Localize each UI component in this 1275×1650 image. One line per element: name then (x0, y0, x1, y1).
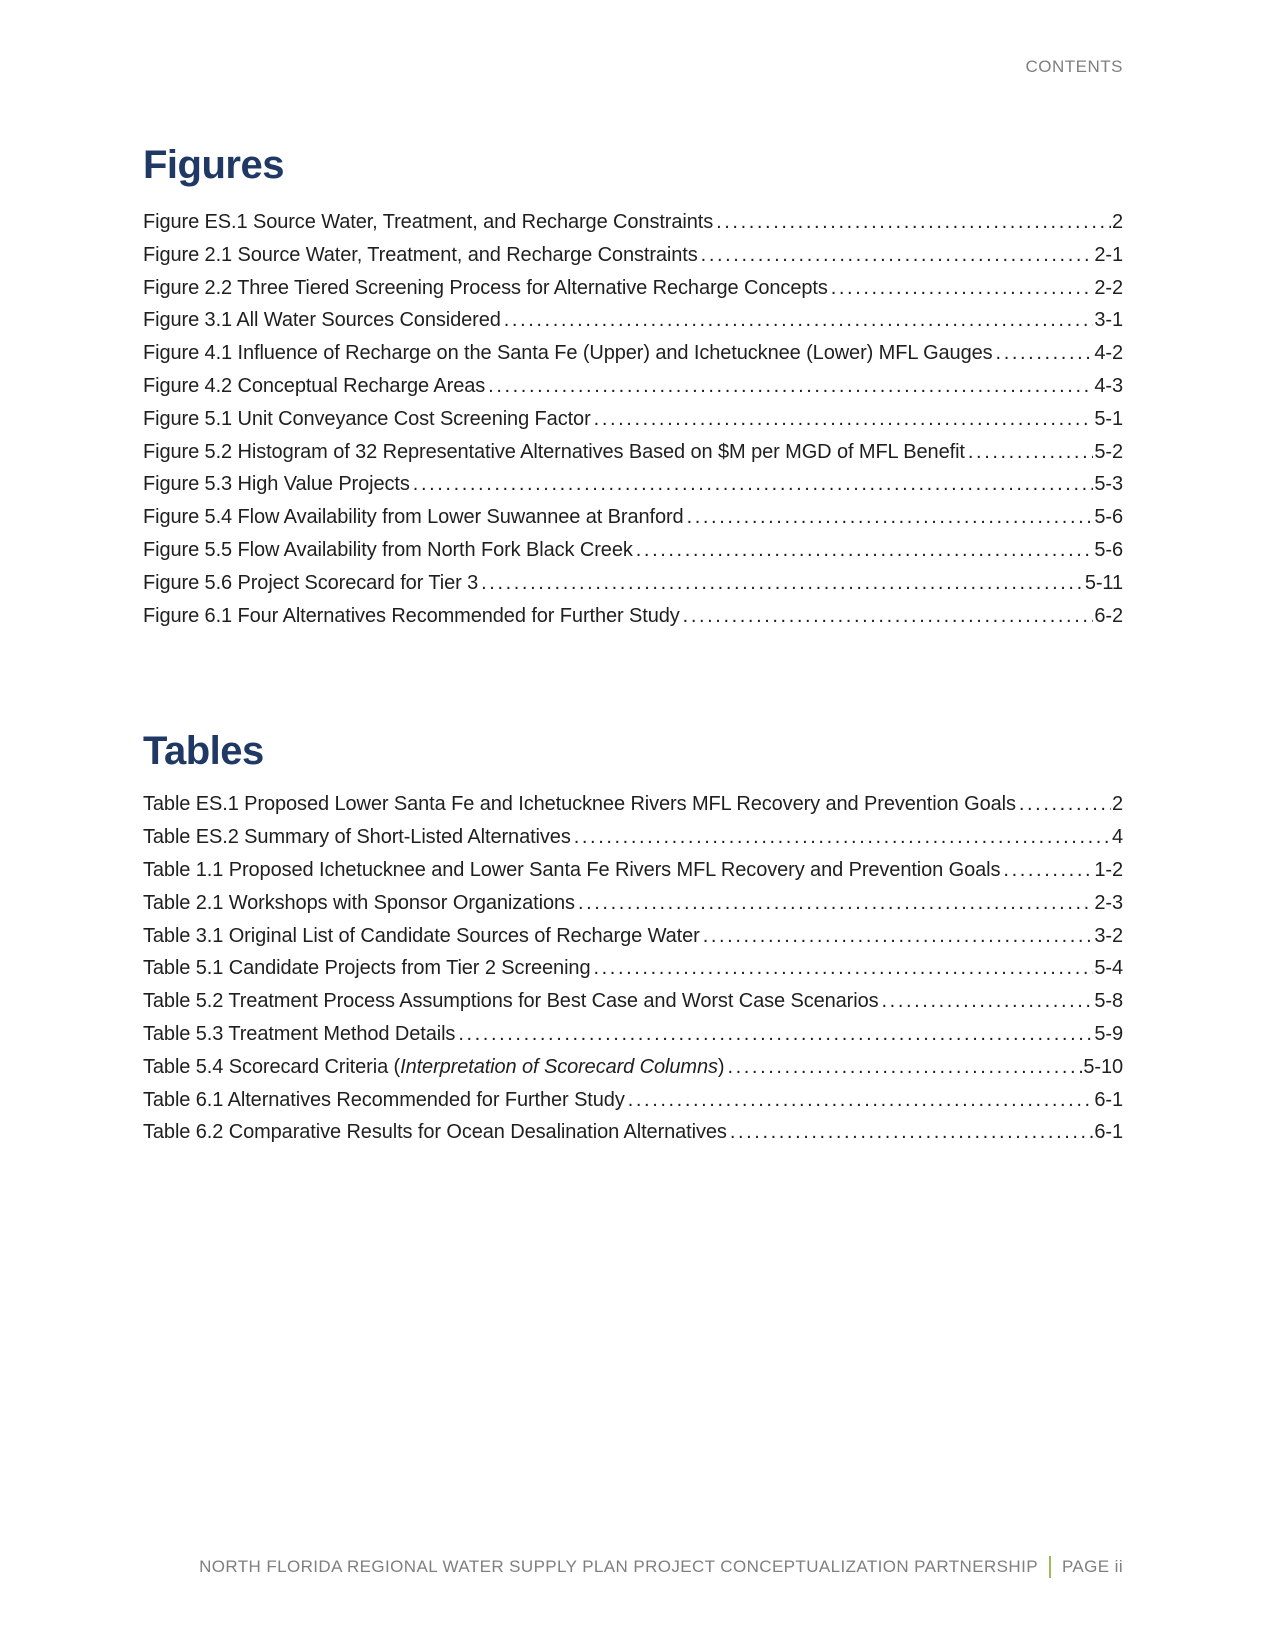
toc-entry-page: 5-1 (1094, 407, 1123, 430)
toc-entry-page: 5-10 (1083, 1055, 1123, 1078)
toc-entry-page: 5-11 (1084, 571, 1123, 594)
dot-leader (504, 309, 1094, 332)
toc-entry (143, 277, 1123, 310)
toc-entry (143, 539, 1123, 572)
tables-heading: Tables (143, 729, 264, 774)
dot-leader (968, 441, 1094, 464)
toc-entry-title: Table 6.1 Alternatives Recommended for Further Study (143, 1088, 625, 1111)
toc-entry-page: 4-2 (1094, 342, 1123, 365)
toc-entry-title: Table 5.1 Candidate Projects from Tier 2 Screening (143, 957, 591, 980)
toc-entry-title: Figure 3.1 All Water Sources Considered (143, 309, 501, 332)
toc-entry (143, 572, 1123, 605)
page-content (143, 0, 1123, 1154)
dot-leader (636, 539, 1094, 562)
dot-leader (703, 925, 1094, 948)
toc-entry-title: Figure 4.2 Conceptual Recharge Areas (143, 374, 486, 397)
figures-heading: Figures (143, 143, 284, 187)
toc-entry-page: 3-1 (1094, 309, 1123, 332)
toc-entry-title: Table ES.2 Summary of Short-Listed Alternatives (143, 826, 571, 849)
toc-entry-title: Table 3.1 Original List of Candidate Sources of Recharge Water (143, 924, 700, 947)
dot-leader (730, 1121, 1094, 1144)
footer-separator (1049, 1556, 1051, 1578)
toc-entry (143, 925, 1123, 958)
toc-entry-title: Table 5.4 Scorecard Criteria (Interpretation of Scorecard Columns) (143, 1055, 725, 1078)
running-header: CONTENTS (1025, 57, 1123, 76)
toc-entry-page: 6-1 (1094, 1121, 1123, 1144)
toc-entry (143, 1023, 1123, 1056)
toc-entry-page: 3-2 (1094, 924, 1123, 947)
footer-page-label: PAGE ii (1061, 1557, 1123, 1576)
toc-entry-title: Table 5.2 Treatment Process Assumptions for Best Case and Worst Case Scenarios (143, 990, 879, 1013)
toc-entry-title: Table 5.3 Treatment Method Details (143, 1022, 456, 1045)
toc-entry-page: 1-2 (1094, 858, 1123, 881)
toc-entry-title: Figure 5.3 High Value Projects (143, 473, 410, 496)
dot-leader (1003, 859, 1093, 882)
toc-entry-title: Figure 5.5 Flow Availability from North Fork Black Creek (143, 538, 633, 561)
tables-list (143, 793, 1123, 1154)
toc-entry (143, 244, 1123, 277)
figures-list (143, 211, 1123, 637)
dot-leader (578, 892, 1093, 915)
toc-entry-title: Figure 6.1 Four Alternatives Recommended for Further Study (143, 604, 680, 627)
footer-text: NORTH FLORIDA REGIONAL WATER SUPPLY PLAN PROJECT CONCEPTUALIZATION PARTNERSHIP (199, 1557, 1038, 1576)
dot-leader (593, 957, 1093, 980)
dot-leader (882, 990, 1094, 1013)
toc-entry-page: 6-2 (1094, 604, 1123, 627)
toc-entry (143, 441, 1123, 474)
toc-entry-title: Table ES.1 Proposed Lower Santa Fe and Ichetucknee Rivers MFL Recovery and Prevention Goals (143, 793, 1016, 816)
dot-leader (458, 1023, 1093, 1046)
toc-entry (143, 990, 1123, 1023)
dot-leader (488, 375, 1093, 398)
toc-entry-title: Table 1.1 Proposed Ichetucknee and Lower Santa Fe Rivers MFL Recovery and Prevention Goals (143, 858, 1001, 881)
toc-entry-page: 2 (1111, 793, 1123, 816)
toc-entry-page: 5-6 (1094, 506, 1123, 529)
toc-entry (143, 342, 1123, 375)
toc-entry-page: 6-1 (1094, 1088, 1123, 1111)
toc-entry-title: Table 6.2 Comparative Results for Ocean Desalination Alternatives (143, 1121, 727, 1144)
dot-leader (481, 572, 1084, 595)
toc-entry-page: 2 (1111, 211, 1123, 233)
toc-entry-page: 4-3 (1094, 374, 1123, 397)
dot-leader (996, 342, 1094, 365)
toc-entry-title: Figure 4.1 Influence of Recharge on the Santa Fe (Upper) and Ichetucknee (Lower) MFL Gauges (143, 342, 993, 365)
toc-entry (143, 957, 1123, 990)
dot-leader (687, 506, 1094, 529)
dot-leader (594, 408, 1094, 431)
dot-leader (831, 277, 1094, 300)
toc-entry-page: 2-3 (1094, 891, 1123, 914)
dot-leader (683, 605, 1094, 628)
toc-entry-title: Figure 5.4 Flow Availability from Lower Suwannee at Branford (143, 506, 684, 529)
toc-entry (143, 1056, 1123, 1089)
toc-entry (143, 793, 1123, 826)
toc-entry-page: 5-2 (1094, 440, 1123, 463)
dot-leader (716, 211, 1111, 234)
toc-entry (143, 859, 1123, 892)
toc-entry (143, 826, 1123, 859)
toc-entry-page: 5-4 (1094, 957, 1123, 980)
toc-entry-page: 2-2 (1094, 276, 1123, 299)
toc-entry-page: 5-6 (1094, 538, 1123, 561)
toc-entry (143, 309, 1123, 342)
toc-entry-title: Figure 2.2 Three Tiered Screening Process for Alternative Recharge Concepts (143, 276, 828, 299)
toc-entry (143, 375, 1123, 408)
dot-leader (727, 1056, 1082, 1079)
toc-entry-page: 2-1 (1094, 243, 1123, 266)
toc-entry-page: 5-3 (1094, 473, 1123, 496)
toc-entry (143, 1089, 1123, 1122)
toc-entry-page: 5-8 (1094, 990, 1123, 1013)
dot-leader (701, 244, 1094, 267)
dot-leader (413, 473, 1094, 496)
dot-leader (574, 826, 1111, 849)
dot-leader (1019, 793, 1111, 816)
toc-entry (143, 1121, 1123, 1154)
toc-entry-title: Figure 5.2 Histogram of 32 Representative Alternatives Based on $M per MGD of MFL Benefit (143, 440, 965, 463)
toc-entry-title: Figure 2.1 Source Water, Treatment, and Recharge Constraints (143, 243, 698, 266)
dot-leader (628, 1089, 1094, 1112)
toc-entry-title: Figure 5.6 Project Scorecard for Tier 3 (143, 571, 479, 594)
toc-entry-title: Table 2.1 Workshops with Sponsor Organizations (143, 891, 575, 914)
toc-entry (143, 211, 1123, 244)
toc-entry (143, 892, 1123, 925)
footer (143, 1556, 1123, 1578)
toc-entry-page: 4 (1111, 826, 1123, 849)
toc-entry-page: 5-9 (1094, 1022, 1123, 1045)
toc-entry-title: Figure 5.1 Unit Conveyance Cost Screening Factor (143, 407, 591, 430)
toc-entry (143, 506, 1123, 539)
toc-entry (143, 473, 1123, 506)
toc-entry (143, 408, 1123, 441)
toc-entry (143, 605, 1123, 638)
toc-entry-title: Figure ES.1 Source Water, Treatment, and Recharge Constraints (143, 211, 714, 233)
